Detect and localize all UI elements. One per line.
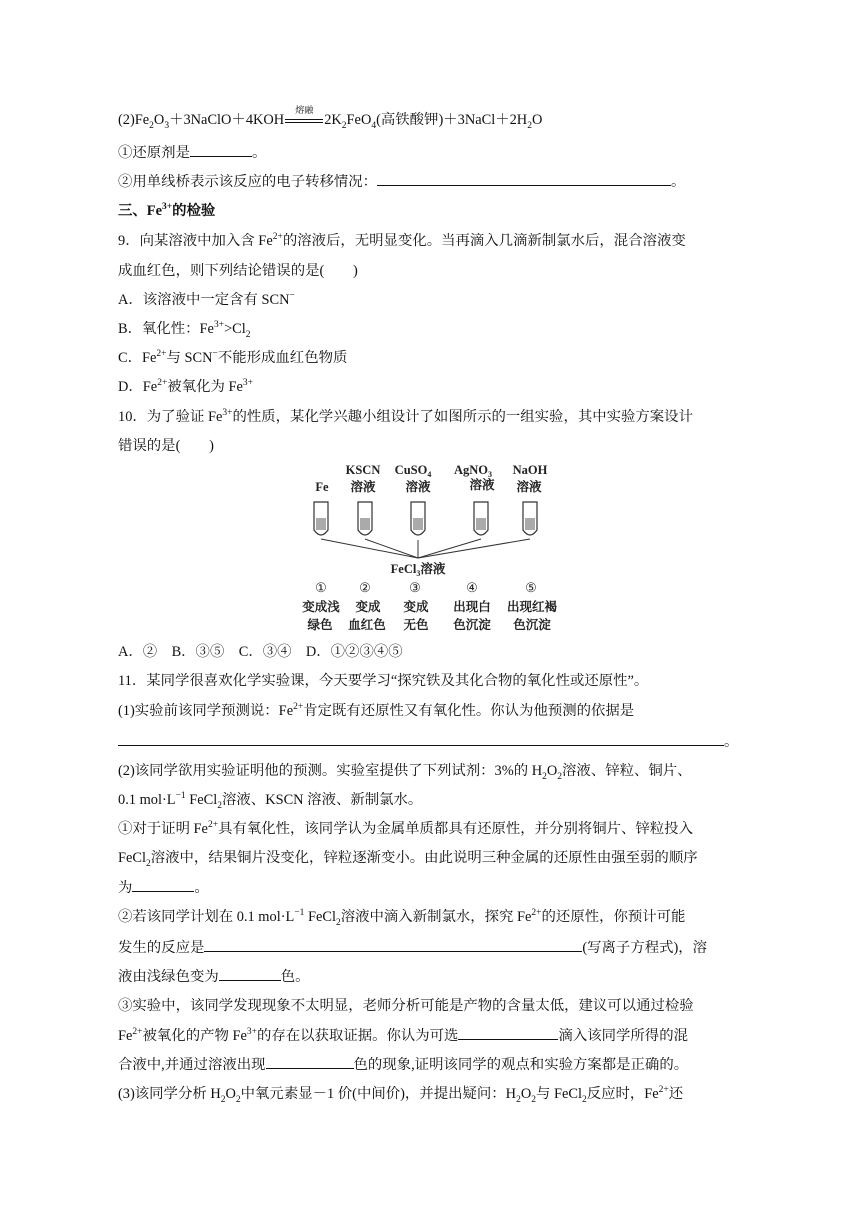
result-line1: 出现红褐: [506, 600, 558, 614]
reagent-label-line1: NaOH: [512, 463, 548, 477]
q11-sub3-line2: $Fe^{2+}$被氧化的产物 $Fe^{3+}$的存在以获取证据。你认为可选 滴入该同学所得的混: [118, 1025, 688, 1046]
tube-number: ④: [466, 580, 478, 595]
answer-blank[interactable]: [132, 877, 194, 892]
result-line1: 变成浅: [302, 600, 340, 614]
tube-number: ①: [315, 580, 327, 595]
answer-blank[interactable]: [377, 171, 671, 186]
q8-bridge-line: ②用单线桥表示该反应的电子转移情况： 。: [118, 171, 685, 192]
reagent-label-line2: 溶液: [350, 480, 376, 494]
answer-blank[interactable]: [266, 1054, 354, 1069]
reagent-label-line1: CuSO$_4$: [394, 463, 432, 479]
answer-blank[interactable]: [458, 1025, 558, 1040]
q8-part2-equation: $(2)Fe_2O_3+3NaClO+4KOH$ 熔融 $2K_2FeO_4$(高铁酸钾)$+3NaCl+2H_2O$: [118, 105, 543, 131]
q9-option-d[interactable]: D．$Fe^{2+}$被氧化为 $Fe^{3+}$: [118, 378, 253, 395]
q11-stem: 11．某同学很喜欢化学实验课，今天要学习“探究铁及其化合物的氧化性或还原性”。: [118, 673, 649, 689]
result-line2: 绿色: [307, 618, 333, 632]
q8-reducer-line: ①还原剂是 。: [118, 142, 266, 163]
q10-stem-line1: 10．为了验证 $Fe^{3+}$的性质，某化学兴趣小组设计了如图所示的一组实验，其中实验方案设计: [118, 408, 693, 425]
answer-blank[interactable]: [219, 966, 281, 981]
q11-part2-line1: (2)该同学欲用实验证明他的预测。实验室提供了下列试剂：3%的 $H_2O_2$溶液、锌粒、铜片、: [118, 763, 692, 782]
tube-number: ③: [409, 580, 421, 595]
section-title: 三、$Fe^{3+}$的检验: [118, 202, 216, 219]
q9-option-b[interactable]: B．氧化性：$Fe^{3+}>Cl_2$: [118, 320, 251, 340]
q11-sub2-line2: 发生的反应是 (写离子方程式)，溶: [118, 937, 707, 958]
result-line2: 色沉淀: [453, 618, 491, 632]
q11-sub3-line3: 合液中,并通过溶液出现 色的现象,证明该同学的观点和实验方案都是正确的。: [118, 1054, 688, 1075]
result-line1: 变成: [403, 600, 429, 614]
reagent-label-line2: 溶液: [469, 478, 495, 492]
q9-option-a[interactable]: A．该溶液中一定含有 SCN−: [118, 291, 295, 308]
answer-blank[interactable]: [204, 937, 582, 952]
q11-part3-line1: (3)该同学分析 $H_2O_2$中氧元素显－1 价(中间价)，并提出疑问：$H_2O_2$与 FeCl$_2$反应时，$Fe^{2+}$还: [118, 1085, 684, 1105]
q11-sub2-line3: 液由浅绿色变为 色。: [118, 966, 310, 987]
q9-stem-line2: 成血红色，则下列结论错误的是( ): [118, 263, 358, 279]
q11-sub1-line3: 为 。: [118, 877, 209, 898]
result-line2: 血红色: [348, 618, 386, 632]
melt-condition: 熔融: [284, 110, 324, 130]
tube-number: ②: [359, 580, 371, 595]
q10-stem-line2: 错误的是( ): [118, 438, 214, 454]
q11-sub1-line1: ①对于证明 $Fe^{2+}$具有氧化性，该同学认为金属单质都具有还原性，并分别将铜片、锌粒投入: [118, 820, 693, 837]
result-line1: 出现白: [453, 600, 491, 614]
reagent-label-line1: KSCN: [345, 463, 381, 477]
center-solution-label: FeCl$_3$溶液: [390, 562, 446, 578]
answer-blank[interactable]: [190, 142, 252, 157]
tube-number: ⑤: [525, 580, 537, 595]
q11-part2-line2: 0.1 $mol\cdot L^{-1}$ FeCl$_2$溶液、KSCN 溶液、新制氯水。: [118, 791, 423, 811]
q11-sub2-line1: ②若该同学计划在 0.1 $mol\cdot L^{-1}$ FeCl$_2$溶液中滴入新制氯水，探究 $Fe^{2+}$的还原性，你预计可能: [118, 908, 686, 928]
q11-sub3-line1: ③实验中，该同学发现现象不太明显，老师分析可能是产物的含量太低，建议可以通过检验: [118, 998, 694, 1014]
q10-options[interactable]: A．② B．③⑤ C．③④ D．①②③④⑤: [118, 644, 403, 660]
reagent-label-line2: 溶液: [405, 480, 431, 494]
result-line2: 色沉淀: [513, 618, 551, 632]
reagent-label-line2: Fe: [315, 480, 329, 494]
q9-stem-line1: 9．向某溶液中加入含 $Fe^{2+}$的溶液后，无明显变化。当再滴入几滴新制氯水后，混合溶液变: [118, 232, 686, 249]
q11-part1-line2: 。: [118, 731, 738, 752]
answer-blank[interactable]: [118, 731, 724, 746]
result-line1: 变成: [355, 600, 381, 614]
result-line2: 无色: [403, 618, 429, 632]
reagent-label-line2: 溶液: [516, 480, 542, 494]
test-tube-figure: [290, 460, 580, 638]
q11-sub1-line2: FeCl$_2$溶液中，结果铜片没变化，锌粒逐渐变小。由此说明三种金属的还原性由强至弱的顺序: [118, 850, 698, 869]
q11-part1-line1: (1)实验前该同学预测说：$Fe^{2+}$肯定既有还原性又有氧化性。你认为他预测的依据是: [118, 702, 635, 719]
reagent-label-line1: AgNO$_3$: [453, 463, 493, 479]
q9-option-c[interactable]: C．$Fe^{2+}$与 SCN−不能形成血红色物质: [118, 349, 348, 366]
